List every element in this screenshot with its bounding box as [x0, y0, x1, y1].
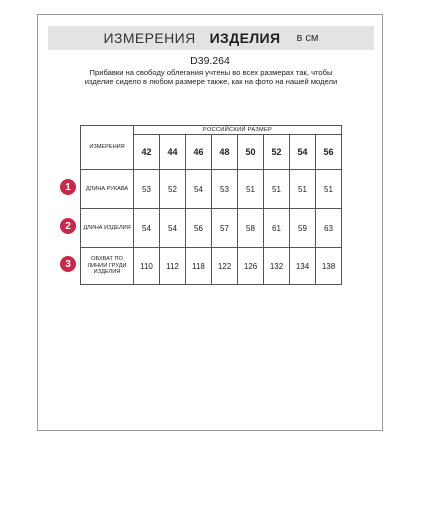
row-number-badge: 2	[60, 218, 76, 234]
row-label: ОБХВАТ ПО ЛИНИИ ГРУДИ ИЗДЕЛИЯ	[81, 248, 134, 285]
header-measurements: ИЗМЕРЕНИЯ	[103, 30, 196, 46]
row-number-badge: 3	[60, 256, 76, 272]
table-row	[81, 170, 342, 209]
corner-label: ИЗМЕРЕНИЯ	[81, 126, 134, 170]
value-cell: 53	[212, 170, 238, 209]
page-margin	[0, 431, 428, 527]
value-cell: 122	[212, 248, 238, 285]
row-label: ДЛИНА ИЗДЕЛИЯ	[81, 209, 134, 248]
value-cell: 118	[186, 248, 212, 285]
size-cell: 56	[316, 135, 342, 170]
value-cell: 134	[290, 248, 316, 285]
value-cell: 58	[238, 209, 264, 248]
value-cell: 54	[134, 209, 160, 248]
value-cell: 57	[212, 209, 238, 248]
size-cell: 46	[186, 135, 212, 170]
product-code: D39.264	[190, 55, 230, 67]
size-cell: 52	[264, 135, 290, 170]
size-group-header: РОССИЙСКИЙ РАЗМЕР	[134, 126, 342, 135]
fit-note: Прибавки на свободу облегания учтены во всех размерах так, чтобы изделие сидело в любом размере также, как на фото на нашей модели	[84, 68, 338, 86]
value-cell: 61	[264, 209, 290, 248]
table-row	[81, 209, 342, 248]
header-item: ИЗДЕЛИЯ	[209, 30, 281, 46]
size-cell: 44	[160, 135, 186, 170]
size-cell: 48	[212, 135, 238, 170]
header-unit: в см	[296, 32, 319, 44]
size-chart-card	[37, 14, 383, 431]
size-cell: 42	[134, 135, 160, 170]
size-cell: 54	[290, 135, 316, 170]
value-cell: 53	[134, 170, 160, 209]
value-cell: 52	[160, 170, 186, 209]
value-cell: 112	[160, 248, 186, 285]
value-cell: 51	[290, 170, 316, 209]
header-bar	[48, 26, 374, 50]
value-cell: 63	[316, 209, 342, 248]
value-cell: 126	[238, 248, 264, 285]
value-cell: 51	[264, 170, 290, 209]
value-cell: 138	[316, 248, 342, 285]
value-cell: 59	[290, 209, 316, 248]
row-label: ДЛИНА РУКАВА	[81, 170, 134, 209]
size-table	[80, 125, 342, 285]
table-row	[81, 248, 342, 285]
value-cell: 132	[264, 248, 290, 285]
value-cell: 54	[160, 209, 186, 248]
value-cell: 110	[134, 248, 160, 285]
size-cell: 50	[238, 135, 264, 170]
value-cell: 51	[238, 170, 264, 209]
value-cell: 51	[316, 170, 342, 209]
value-cell: 54	[186, 170, 212, 209]
value-cell: 56	[186, 209, 212, 248]
row-number-badge: 1	[60, 179, 76, 195]
